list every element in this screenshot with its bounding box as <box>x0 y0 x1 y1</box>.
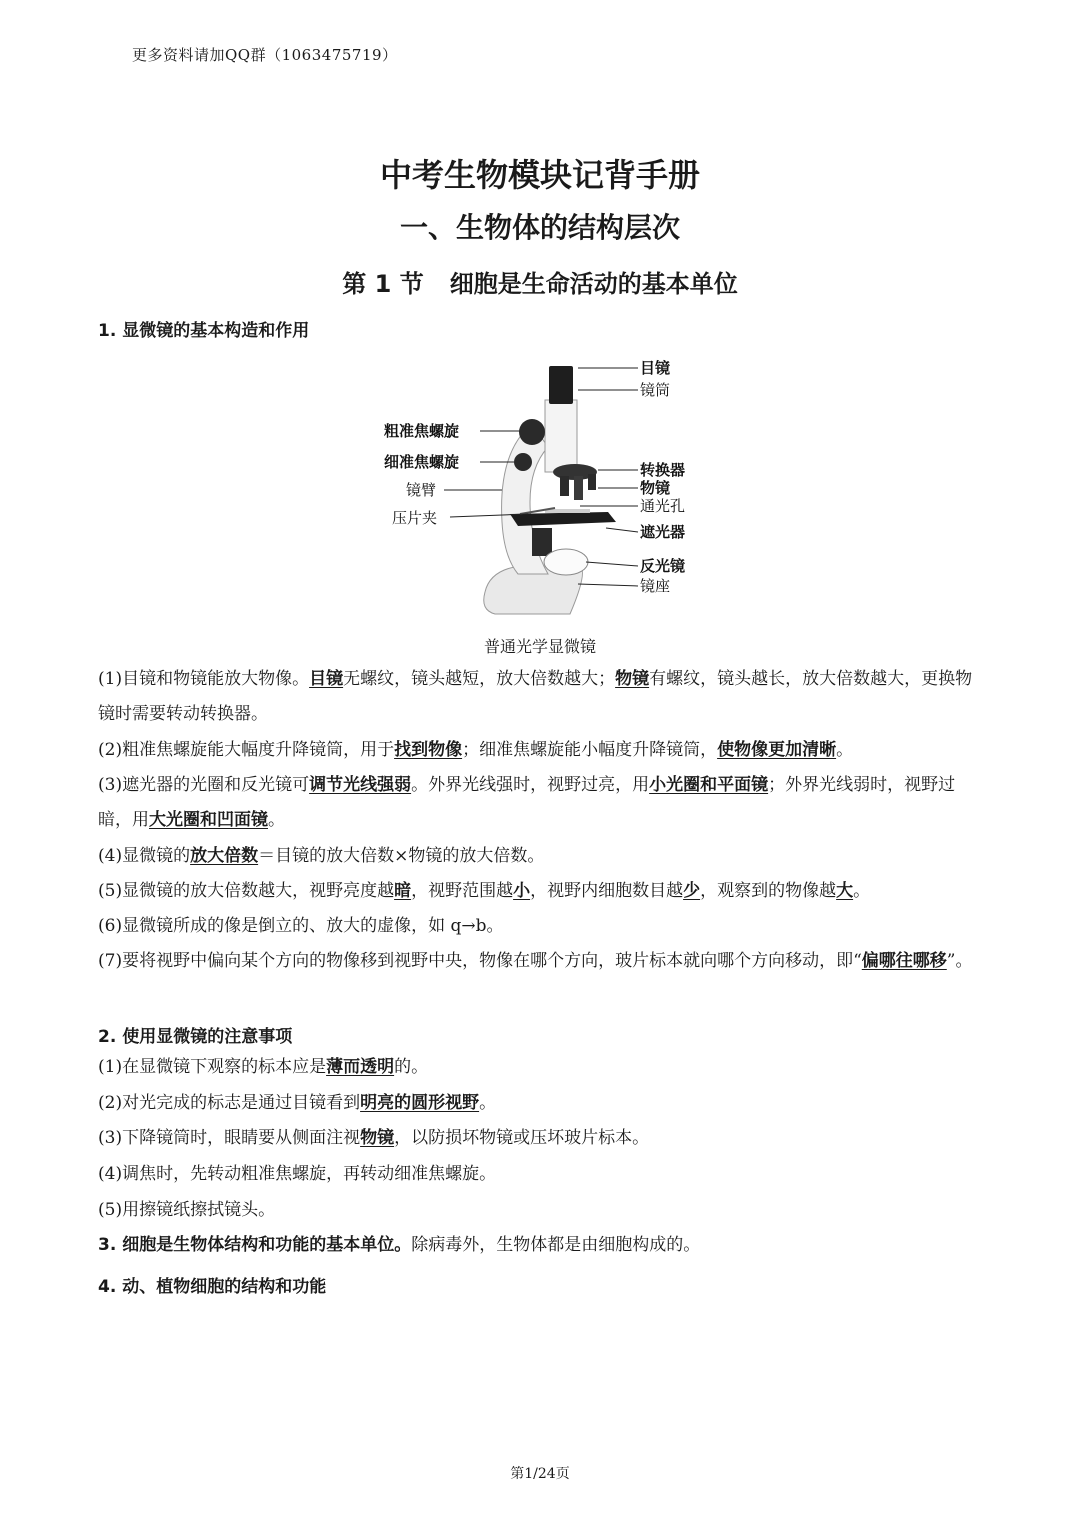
para-5: (5)显微镜的放大倍数越大，视野亮度越暗，视野范围越小，视野内细胞数目越少，观察到的物像越大。 <box>98 881 871 901</box>
label-nosepiece: 转换器 <box>640 461 686 479</box>
label-arm: 镜臂 <box>406 481 437 499</box>
label-mirror: 反光镜 <box>640 557 686 575</box>
figure-caption: 普通光学显微镜 <box>483 637 596 656</box>
para-cell-unit: 3. 细胞是生物体结构和功能的基本单位。除病毒外，生物体都是由细胞构成的。 <box>98 1235 701 1255</box>
precaution-3: (3)下降镜筒时，眼睛要从侧面注视物镜，以防损坏物镜或压坏玻片标本。 <box>98 1128 650 1148</box>
microscope-tube <box>545 400 577 472</box>
section-number: 第 1 节 <box>342 270 424 298</box>
label-diaphragm: 遮光器 <box>640 523 686 541</box>
label-tube: 镜筒 <box>640 381 671 399</box>
precaution-4: (4)调焦时，先转动粗准焦螺旋，再转动细准焦螺旋。 <box>98 1164 497 1184</box>
page-number: 第1/24页 <box>510 1466 570 1482</box>
label-coarse: 粗准焦螺旋 <box>384 422 460 440</box>
mirror <box>544 549 588 575</box>
para-4: (4)显微镜的放大倍数＝目镜的放大倍数×物镜的放大倍数。 <box>98 846 545 866</box>
microscope-eyepiece <box>549 366 573 404</box>
label-base: 镜座 <box>640 577 671 595</box>
objective-1 <box>560 476 569 496</box>
para-6: (6)显微镜所成的像是倒立的、放大的虚像，如 q→b。 <box>98 916 504 936</box>
precaution-1: (1)在显微镜下观察的标本应是薄而透明的。 <box>98 1057 429 1077</box>
para-7: (7)要将视野中偏向某个方向的物像移到视野中央，物像在哪个方向，玻片标本就向哪个方向移动，即“偏哪往哪移”。 <box>98 951 973 971</box>
label-fine: 细准焦螺旋 <box>384 453 460 471</box>
para-3: (3)遮光器的光圈和反光镜可调节光线强弱。外界光线强时，视野过亮，用小光圈和平面镜；外界光线弱时，视野过暗，用大光圈和凹面镜。 <box>98 775 956 830</box>
label-eyepiece: 目镜 <box>640 359 671 377</box>
precaution-5: (5)用擦镜纸擦拭镜头。 <box>98 1200 276 1220</box>
condenser <box>532 528 552 556</box>
heading-microscope: 1. 显微镜的基本构造和作用 <box>98 321 310 341</box>
section-name: 细胞是生命活动的基本单位 <box>449 270 738 298</box>
coarse-knob <box>519 419 545 445</box>
heading-precautions: 2. 使用显微镜的注意事项 <box>98 1027 293 1047</box>
para-1: (1)目镜和物镜能放大物像。目镜无螺纹，镜头越短，放大倍数越大；物镜有螺纹，镜头越长，放大倍数越大，更换物镜时需要转动转换器。 <box>98 669 973 724</box>
document-title: 中考生物模块记背手册 <box>379 156 700 194</box>
objective-2 <box>574 476 583 500</box>
section-title <box>0 264 1080 299</box>
heading-cell-structure: 4. 动、植物细胞的结构和功能 <box>98 1277 327 1297</box>
chapter-title: 一、生物体的结构层次 <box>399 211 680 244</box>
para-2: (2)粗准焦螺旋能大幅度升降镜筒，用于找到物像；细准焦螺旋能小幅度升降镜筒，使物像更加清晰。 <box>98 740 854 760</box>
microscope-figure <box>380 352 720 622</box>
precaution-2: (2)对光完成的标志是通过目镜看到明亮的圆形视野。 <box>98 1093 497 1113</box>
label-hole: 通光孔 <box>640 497 686 515</box>
fine-knob <box>514 453 532 471</box>
label-objective: 物镜 <box>640 479 671 497</box>
slide <box>545 509 590 513</box>
label-clip: 压片夹 <box>392 509 438 527</box>
objective-3 <box>588 474 596 490</box>
page-header: 更多资料请加QQ群（1063475719） <box>132 46 398 64</box>
